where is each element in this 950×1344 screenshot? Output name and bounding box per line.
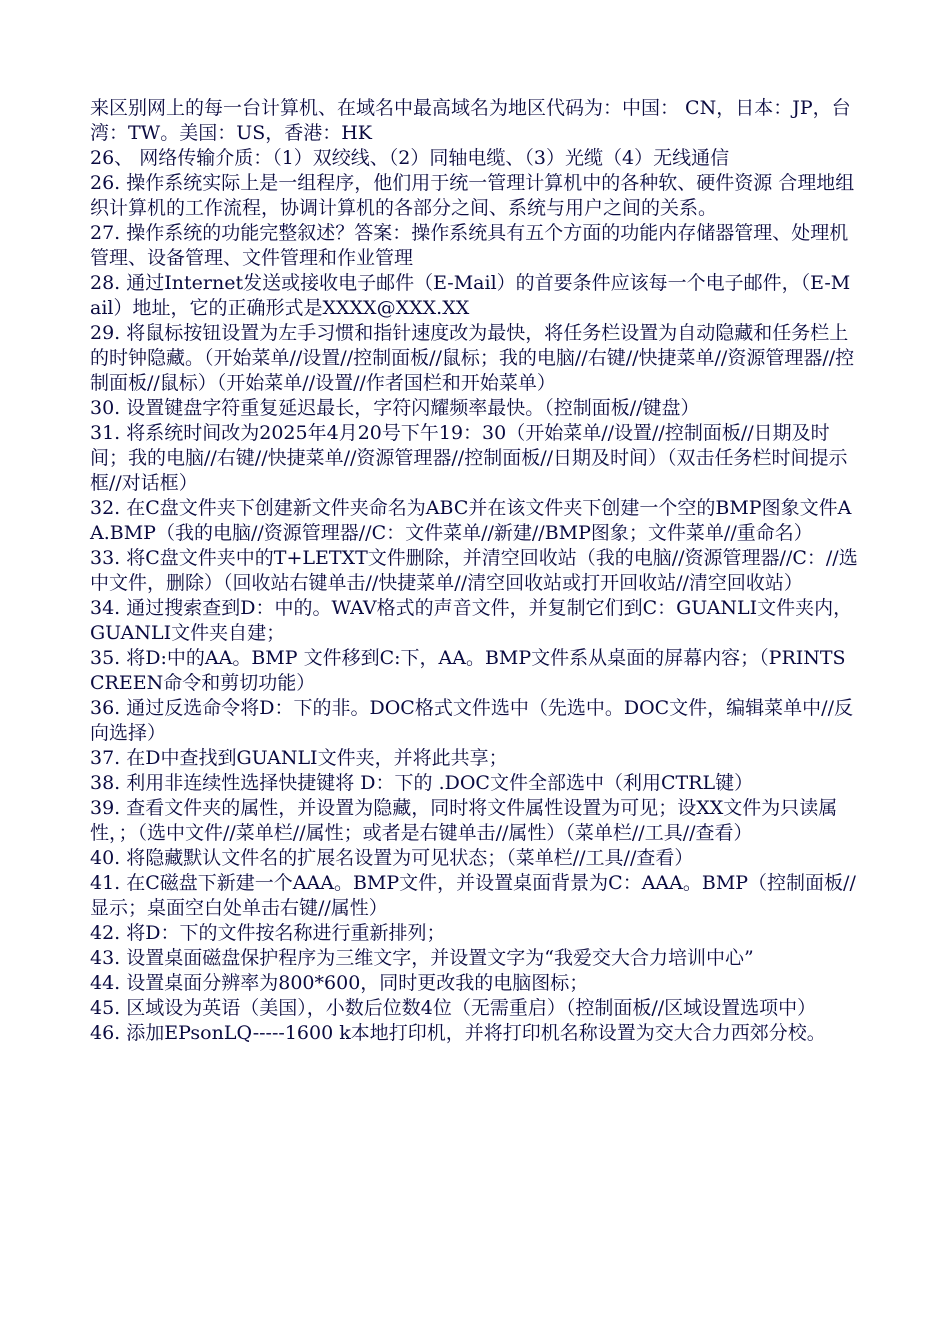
- paragraph-46: 46. 添加EPsonLQ-----1600 k本地打印机，并将打印机名称设置为交大合力西郊分校。: [90, 1022, 826, 1044]
- paragraph-intro: 来区别网上的每一台计算机、在域名中最高域名为地区代码为：中国： CN，日本：JP，台湾：TW。美国：US，香港：HK: [90, 97, 851, 144]
- paragraph-31: 31. 将系统时间改为2025年4月20号下午19：30（开始菜单//设置//控制面板//日期及时间；我的电脑//右键//快捷菜单//资源管理器//控制面板//日期及时间）（双击任务栏时间提示框//对话框）: [90, 422, 848, 494]
- paragraph-38: 38. 利用非连续性选择快捷键将 D：下的 .DOC文件全部选中（利用CTRL键）: [90, 772, 754, 794]
- paragraph-34: 34. 通过搜索查到D：中的。WAV格式的声音文件，并复制它们到C：GUANLI文件夹内，GUANLI文件夹自建；: [90, 597, 853, 644]
- paragraph-32: 32. 在C盘文件夹下创建新文件夹命名为ABC并在该文件夹下创建一个空的BMP图象文件AA.BMP（我的电脑//资源管理器//C：文件菜单//新建//BMP图象；文件菜单//重命名）: [90, 497, 852, 544]
- paragraph-26b: 26. 操作系统实际上是一组程序，他们用于统一管理计算机中的各种软、硬件资源 合理地组织计算机的工作流程，协调计算机的各部分之间、系统与用户之间的关系。: [90, 172, 855, 219]
- paragraph-33: 33. 将C盘文件夹中的T+LETXT文件删除，并清空回收站（我的电脑//资源管理器//C：//选中文件，删除）（回收站右键单击//快捷菜单//清空回收站或打开回收站//清空回收站）: [90, 547, 858, 594]
- paragraph-40: 40. 将隐藏默认文件名的扩展名设置为可见状态；（菜单栏//工具//查看）: [90, 847, 694, 869]
- paragraph-41: 41. 在C磁盘下新建一个AAA。BMP文件，并设置桌面背景为C：AAA。BMP（控制面板//显示；桌面空白处单击右键//属性）: [90, 872, 856, 919]
- paragraph-28: 28. 通过Internet发送或接收电子邮件（E-Mail）的首要条件应该每一个电子邮件，（E-Mail）地址，它的正确形式是XXXX@XXX.XX: [90, 272, 851, 319]
- paragraph-29: 29. 将鼠标按钮设置为左手习惯和指针速度改为最快，将任务栏设置为自动隐藏和任务栏上的时钟隐藏。（开始菜单//设置//控制面板//鼠标；我的电脑//右键//快捷菜单//资源管理器//控制面板//鼠标）（开始菜单//设置//作者国栏和开始菜单）: [90, 322, 855, 394]
- paragraph-30: 30. 设置键盘字符重复延迟最长，字符闪耀频率最快。（控制面板//键盘）: [90, 397, 700, 419]
- paragraph-43: 43. 设置桌面磁盘保护程序为三维文字，并设置文字为“我爱交大合力培训中心”: [90, 947, 754, 969]
- paragraph-44: 44. 设置桌面分辨率为800*600，同时更改我的电脑图标；: [90, 972, 589, 994]
- paragraph-36: 36. 通过反选命令将D：下的非。DOC格式文件选中（先选中。DOC文件，编辑菜单中//反向选择）: [90, 697, 853, 744]
- document-page: [90, 96, 860, 1046]
- paragraph-27: 27. 操作系统的功能完整叙述？答案：操作系统具有五个方面的功能内存储器管理、处理机管理、设备管理、文件管理和作业管理: [90, 222, 849, 269]
- paragraph-37: 37. 在D中查找到GUANLI文件夹，并将此共享；: [90, 747, 508, 769]
- paragraph-45: 45. 区域设为英语（美国），小数后位数4位（无需重启）（控制面板//区域设置选项中）: [90, 997, 817, 1019]
- paragraph-42: 42. 将D：下的文件按名称进行重新排列；: [90, 922, 446, 944]
- paragraph-39: 39. 查看文件夹的属性，并设置为隐藏，同时将文件属性设置为可见；设XX文件为只读属性，；（选中文件//菜单栏//属性；或者是右键单击//属性）（菜单栏//工具//查看）: [90, 797, 838, 844]
- paragraph-26a: 26、 网络传输介质：（1）双绞线、（2）同轴电缆、（3）光缆（4）无线通信: [90, 147, 730, 169]
- paragraph-35: 35. 将D:中的AA。BMP 文件移到C:下，AA。BMP文件系从桌面的屏幕内容；（PRINTSCREEN命令和剪切功能）: [90, 647, 846, 694]
